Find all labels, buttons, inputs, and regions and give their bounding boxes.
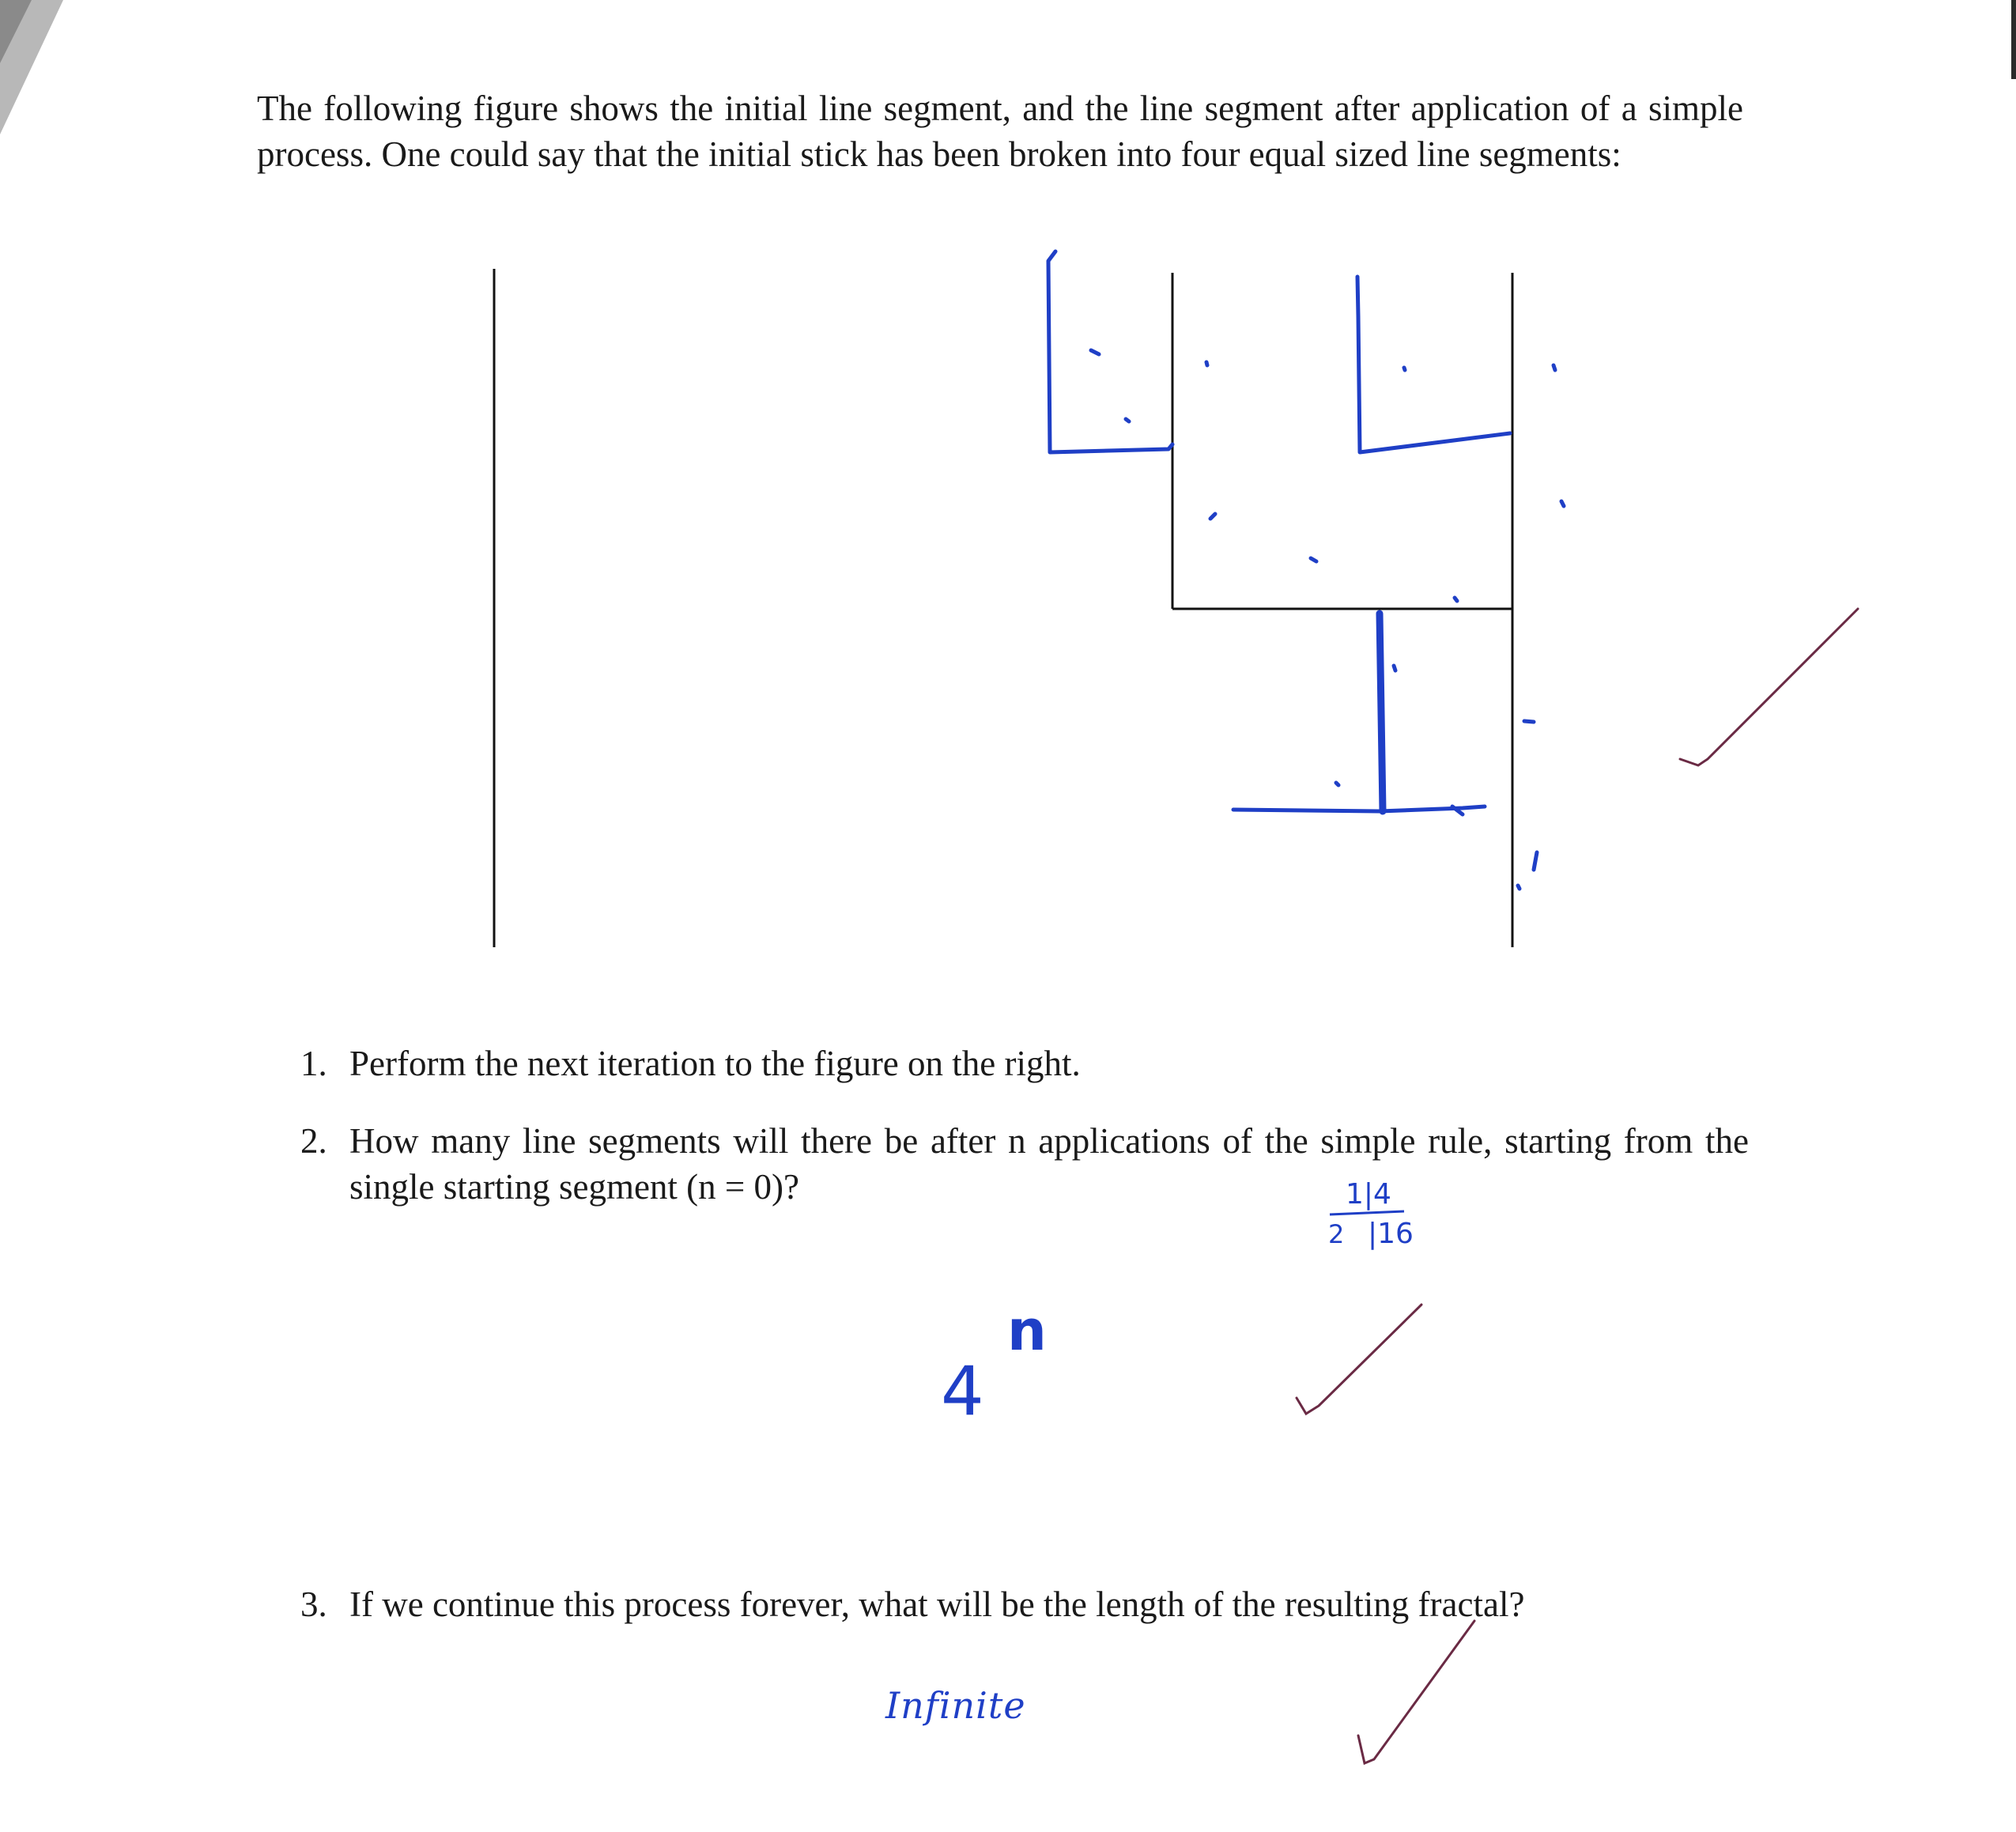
answer-3-text: Infinite (885, 1684, 1026, 1727)
student-iteration-drawing (1048, 251, 1564, 889)
iterated-segment-figure (1172, 273, 1512, 947)
scratch-fraction-top: 1|4 (1346, 1178, 1391, 1211)
check-mark-question-2 (1297, 1305, 1421, 1414)
question-2-number: 2. (300, 1121, 327, 1161)
question-2 (300, 1118, 1749, 1210)
ink-dot-15 (1518, 886, 1520, 889)
ink-hook-lower (1233, 806, 1485, 811)
ink-dot-7 (1455, 598, 1457, 601)
ink-hook-left (1048, 251, 1172, 452)
ink-dot-4 (1210, 514, 1215, 519)
ink-dot-5 (1311, 558, 1316, 561)
question-1-text: Perform the next iteration to the figure on the right. (349, 1044, 1081, 1083)
ink-dot-10 (1524, 721, 1534, 722)
ink-dot-13 (1554, 365, 1555, 370)
scratch-fraction-right: |16 (1368, 1218, 1414, 1250)
question-1-number: 1. (300, 1044, 327, 1083)
ink-dot-9 (1336, 783, 1338, 785)
ink-dot-8 (1394, 666, 1395, 670)
ink-dot-2 (1126, 419, 1129, 421)
check-mark-question-3 (1358, 1621, 1474, 1763)
answer-2-base: 4 (941, 1352, 984, 1431)
check-mark-question-1 (1680, 609, 1858, 765)
ink-dot-1 (1091, 350, 1099, 354)
question-3-text: If we continue this process forever, what will be the length of the resulting fractal? (349, 1585, 1525, 1624)
ink-dot-6 (1404, 368, 1405, 370)
ink-hook-middle (1357, 277, 1510, 452)
ink-vertical-lower (1380, 614, 1383, 811)
ink-dot-11 (1534, 852, 1537, 870)
scratch-fraction-bar (1330, 1211, 1404, 1214)
question-3 (300, 1581, 1741, 1627)
intro-paragraph: The following figure shows the initial line segment, and the line segment after application of a simple process. One could say that the initial stick has been broken into four equal sized line segments: (257, 89, 1743, 174)
question-1 (300, 1041, 1741, 1086)
ink-dot-14 (1561, 501, 1564, 506)
ink-dot-3 (1206, 362, 1207, 365)
question-2-text: How many line segments will there be after n applications of the simple rule, starting from the single starting segment (n = 0)? (349, 1121, 1749, 1207)
answer-2-exponent: n (1007, 1298, 1047, 1363)
question-3-number: 3. (300, 1585, 327, 1624)
scratch-fraction-left: 2 (1328, 1219, 1345, 1249)
